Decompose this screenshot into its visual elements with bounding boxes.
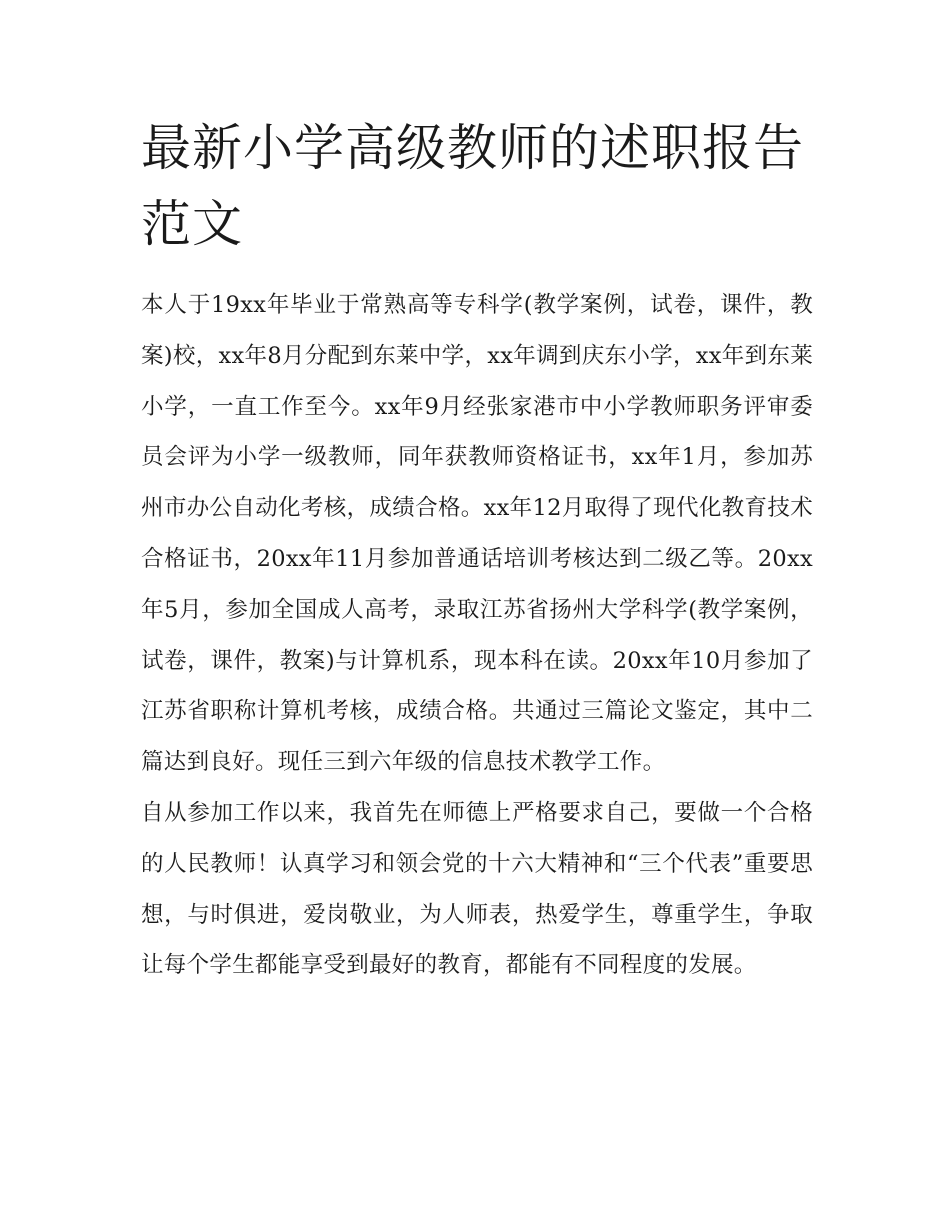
document-title: 最新小学高级教师的述职报告范文 <box>141 119 804 253</box>
paragraph-career-history: 本人于19xx年毕业于常熟高等专科学(教学案例，试卷，课件，教案)校，xx年8月分配到东莱中学，xx年调到庆东小学，xx年到东莱小学，一直工作至今。xx年9月经张家港市中小学教师职务评审委员会评为小学一级教师，同年获教师资格证书，xx年1月，参加苏州市办公自动化考核，成绩合格。xx年12月取得了现代化教育技术合格证书，20xx年11月参加普通话培训考核达到二级乙等。20xx年5月，参加全国成人高考，录取江苏省扬州大学科学(教学案例，试卷，课件，教案)与计算机系，现本科在读。20xx年10月参加了江苏省职称计算机考核，成绩合格。共通过三篇论文鉴定，其中二篇达到良好。现任三到六年级的信息技术教学工作。 <box>141 292 813 776</box>
document-body <box>141 110 813 991</box>
paragraph-teaching-ethics: 自从参加工作以来，我首先在师德上严格要求自己，要做一个合格的人民教师！认真学习和领会党的十六大精神和“三个代表”重要思想，与时俱进，爱岗敬业，为人师表，热爱学生，尊重学生，争取让每个学生都能享受到最好的教育，都能有不同程度的发展。 <box>141 799 813 979</box>
